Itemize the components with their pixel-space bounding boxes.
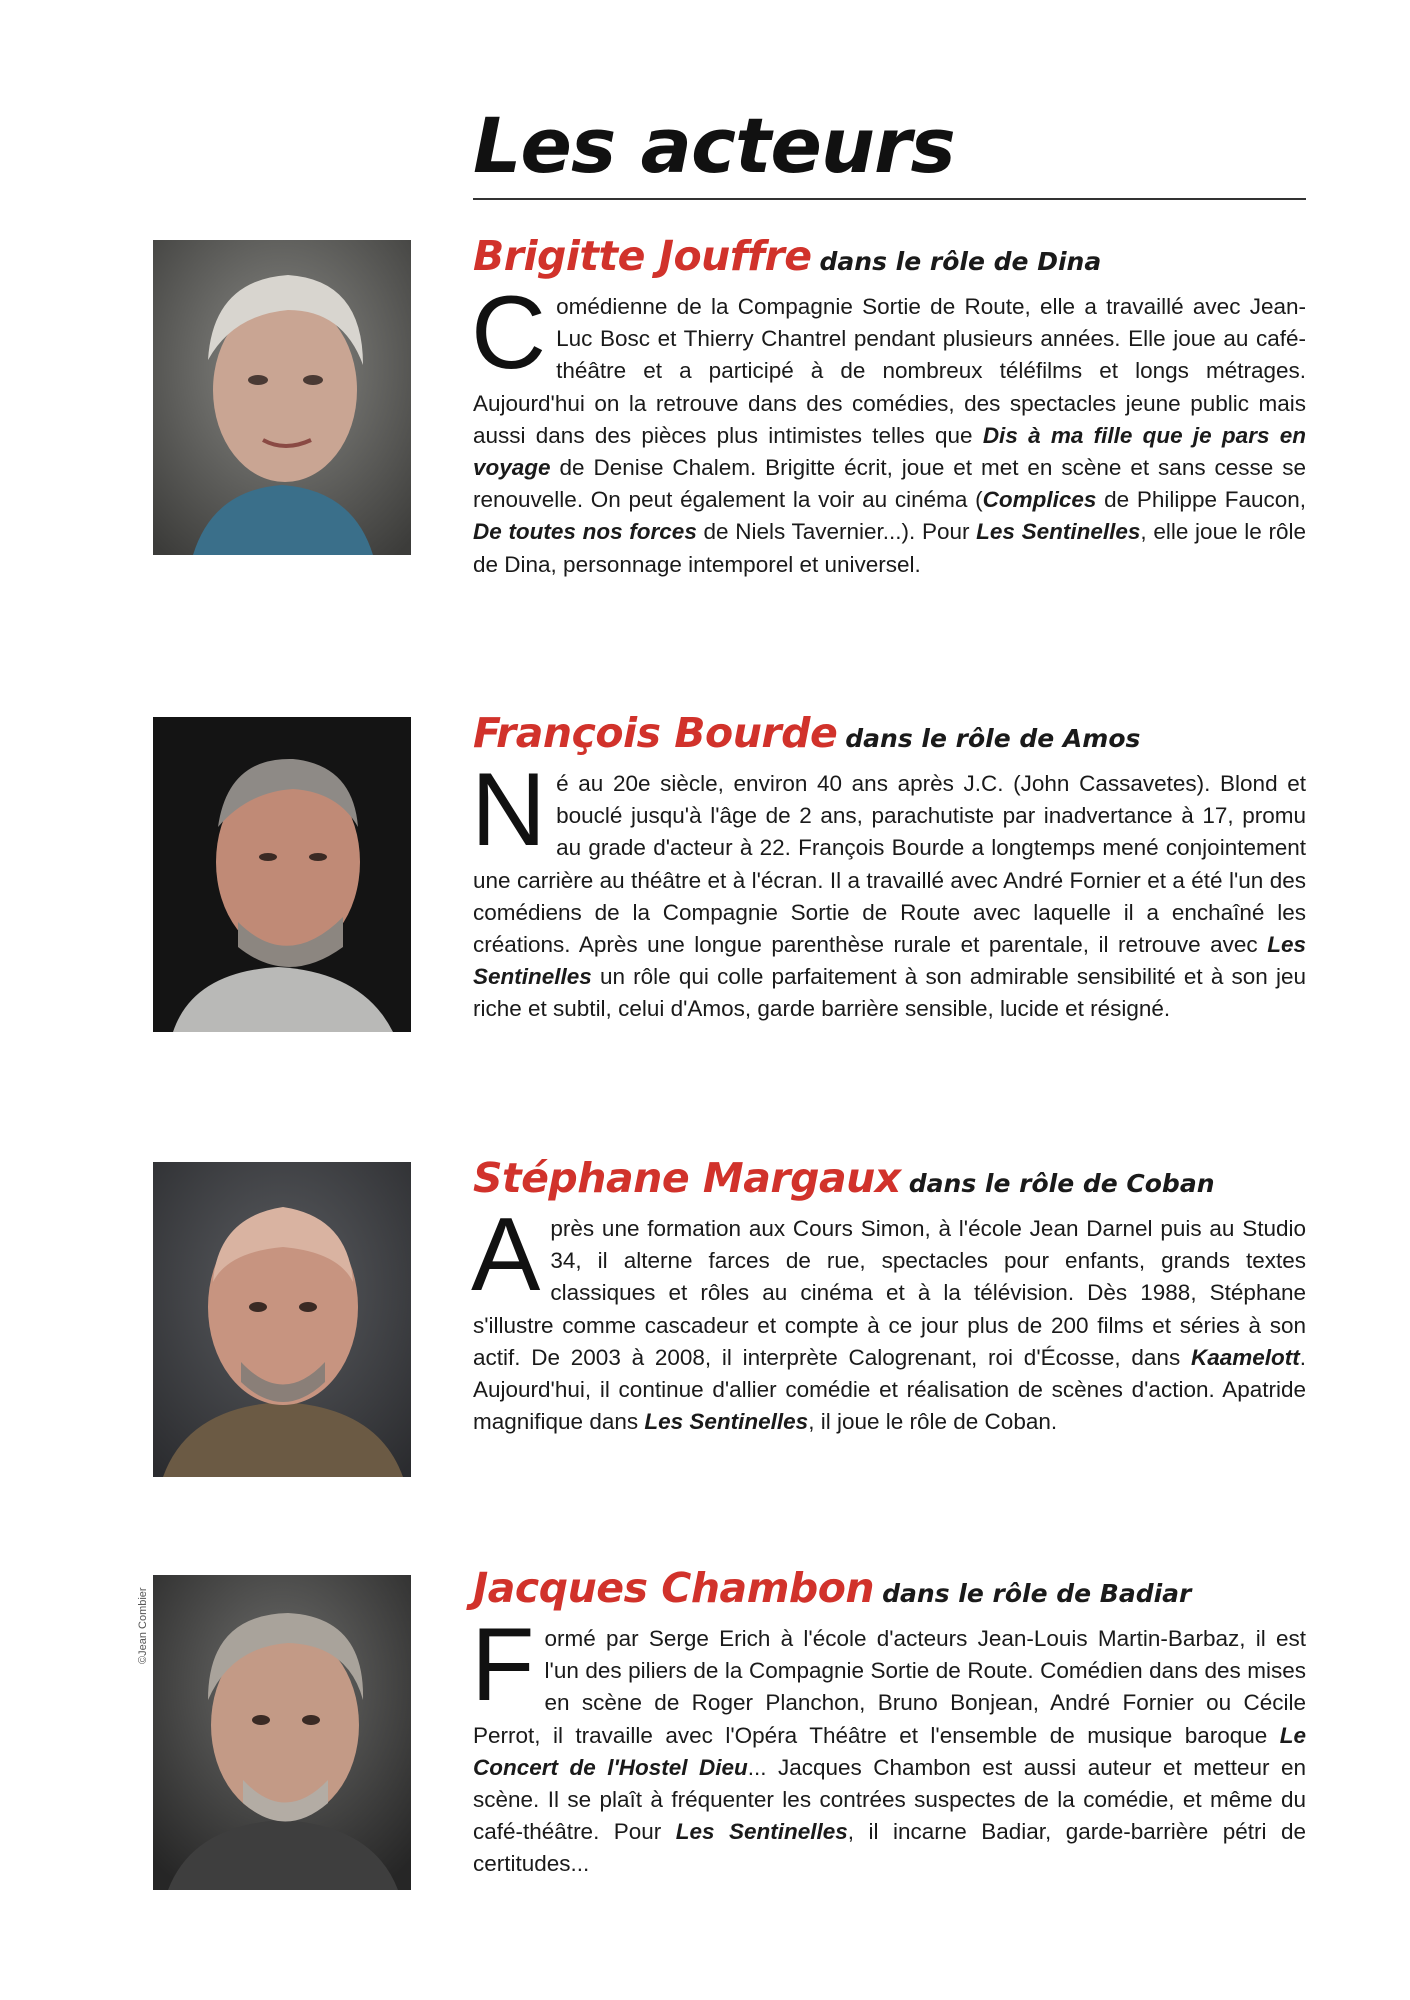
bio-title-emphasis: Les Sentinelles xyxy=(976,519,1141,545)
title-divider xyxy=(473,198,1306,200)
bio-title-emphasis: Les Sentinelles xyxy=(473,932,1306,990)
drop-cap: F xyxy=(471,1607,535,1723)
bio-title-emphasis: Dis à ma fille que je pars en voyage xyxy=(473,422,1306,481)
actor-name: François Bourde xyxy=(473,709,838,757)
bio-text: . Aujourd'hui, il continue d'allier comédie et réalisation de scènes d'action. Apatride magnifique dans xyxy=(473,1344,1306,1435)
actor-photo-jacques-chambon xyxy=(153,1575,411,1890)
bio-text: ... Jacques Chambon est aussi auteur et metteur en scène. Il se plaît à fréquenter les contrées suspectes de la comédie, et même du café-théâtre. Pour xyxy=(473,1754,1306,1845)
actor-photo-brigitte-jouffre xyxy=(153,240,411,555)
bio-text: un rôle qui colle parfaitement à son admirable sensibilité et à son jeu riche et subtil, celui d'Amos, garde barrière sensible, lucide et résigné. xyxy=(473,964,1306,1022)
drop-cap: N xyxy=(471,752,547,868)
actor-photo-stephane-margaux xyxy=(153,1162,411,1477)
actor-section-3 xyxy=(471,1154,1306,1438)
actor-section-1 xyxy=(471,232,1306,581)
actor-bio xyxy=(471,1197,1306,1438)
bio-text: , il joue le rôle de Coban. xyxy=(808,1409,1058,1435)
bio-text: de Niels Tavernier...). Pour xyxy=(696,519,977,545)
bio-title-emphasis: Kaamelott xyxy=(1190,1344,1300,1370)
actor-role: dans le rôle de Dina xyxy=(819,247,1102,276)
actor-bio xyxy=(471,1607,1306,1881)
actor-bio xyxy=(471,275,1306,581)
bio-title-emphasis: De toutes nos forces xyxy=(473,519,697,545)
actor-section-4 xyxy=(471,1564,1306,1881)
actor-bio xyxy=(471,752,1306,1026)
drop-cap: A xyxy=(471,1197,541,1313)
actor-photo-francois-bourde xyxy=(153,717,411,1032)
bio-text: de Philippe Faucon, xyxy=(1096,487,1306,513)
drop-cap: C xyxy=(471,275,547,391)
actor-name: Jacques Chambon xyxy=(473,1564,875,1612)
bio-title-emphasis: Complices xyxy=(982,487,1097,513)
actor-name: Brigitte Jouffre xyxy=(473,232,812,280)
bio-title-emphasis: Les Sentinelles xyxy=(644,1409,809,1435)
actor-role: dans le rôle de Coban xyxy=(908,1169,1215,1198)
bio-text: , elle joue le rôle de Dina, personnage intemporel et universel. xyxy=(473,519,1306,577)
page-title: Les acteurs xyxy=(473,101,955,190)
actor-section-2 xyxy=(471,709,1306,1026)
actor-name: Stéphane Margaux xyxy=(473,1154,901,1202)
bio-text: é au 20e siècle, environ 40 ans après J.C. (John Cassavetes). Blond et bouclé jusqu'à l'âge de 2 ans, parachutiste par inadvertance à 17, promu au grade d'acteur à 22. François Bourde a longtemps mené conjointement une carrière au théâtre et à l'écran. Il a travaillé avec André Fornier et a été l'un des comédiens de la Compagnie Sortie de Route avec laquelle il a enchaîné les créations. Après une longue parenthèse rurale et parentale, il retrouve avec xyxy=(473,771,1306,958)
bio-text: ormé par Serge Erich à l'école d'acteurs Jean-Louis Martin-Barbaz, il est l'un des piliers de la Compagnie Sortie de Route. Comédien dans des mises en scène de Roger Planchon, Bruno Bonjean, André Fornier ou Cécile Perrot, il travaille avec l'Opéra Théâtre et l'ensemble de musique baroque xyxy=(473,1626,1306,1748)
photo-credit: ©Jean Combier xyxy=(137,1587,149,1664)
bio-text: près une formation aux Cours Simon, à l'école Jean Darnel puis au Studio 34, il alterne farces de rue, spectacles pour enfants, grands textes classiques et rôles au cinéma et à la télévision. Dès 1988, Stéphane s'illustre comme cascadeur et compte à ce jour plus de 200 films et séries à son actif. De 2003 à 2008, il interprète Calogrenant, roi d'Écosse, dans xyxy=(473,1216,1306,1370)
actor-role: dans le rôle de Amos xyxy=(845,724,1141,753)
bio-text: omédienne de la Compagnie Sortie de Route, elle a travaillé avec Jean-Luc Bosc et Thierry Chantrel pendant plusieurs années. Elle joue au café-théâtre et a participé à de nombreux téléfilms et longs métrages. Aujourd'hui on la retrouve dans des comédies, des spectacles jeune public mais aussi dans des pièces plus intimistes telles que xyxy=(473,294,1306,448)
bio-title-emphasis: Les Sentinelles xyxy=(675,1819,848,1845)
actor-role: dans le rôle de Badiar xyxy=(882,1579,1192,1608)
bio-title-emphasis: Le Concert de l'Hostel Dieu xyxy=(473,1722,1306,1780)
bio-text: , il incarne Badiar, garde-barrière pétri de certitudes... xyxy=(473,1819,1306,1877)
bio-text: de Denise Chalem. Brigitte écrit, joue et met en scène et sans cesse se renouvelle. On peut également la voir au cinéma ( xyxy=(473,455,1306,513)
